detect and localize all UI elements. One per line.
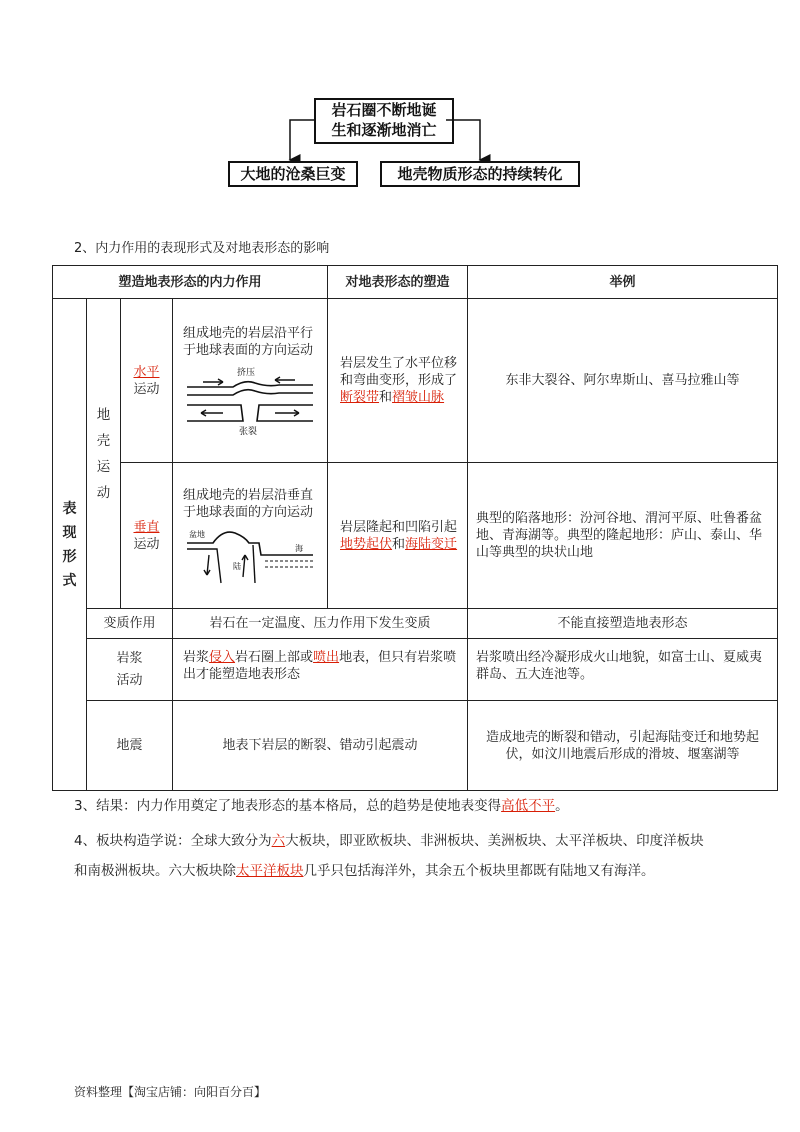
- horizontal-desc-cell: [173, 299, 328, 463]
- metamorphism-example: 不能直接塑造地表形态: [468, 609, 778, 639]
- fig-squeeze-label: 挤压: [237, 368, 256, 378]
- header-effect: 对地表形态的塑造: [328, 266, 468, 299]
- crust-movement-label: 地 壳 运 动: [87, 299, 121, 609]
- vertical-desc-cell: [173, 463, 328, 609]
- diagram-arrow-left: [290, 120, 316, 160]
- earthquake-effect: 地表下岩层的断裂、错动引起震动: [173, 701, 468, 791]
- vertical-example: 典型的陷落地形：汾河谷地、渭河平原、吐鲁番盆地、青海湖等。典型的隆起地形：庐山、泰山、华山等典型的块状山地: [468, 463, 778, 609]
- vertical-desc: 组成地壳的岩层沿垂直于地球表面的方向运动: [183, 488, 314, 520]
- horizontal-example: 东非大裂谷、阿尔卑斯山、喜马拉雅山等: [468, 299, 778, 463]
- magma-effect: 岩浆侵入岩石圈上部或喷出地表，但只有岩浆喷出才能塑造地表形态: [173, 639, 468, 701]
- diagram-top-line2: 生和逐渐地消亡: [331, 121, 437, 139]
- fig-land-label: 陆: [233, 562, 241, 571]
- metamorphism-label: 变质作用: [87, 609, 173, 639]
- diagram-top-line1: 岩石圈不断地诞: [331, 101, 437, 119]
- horizontal-movement-figure: [183, 365, 318, 437]
- horizontal-desc: 组成地壳的岩层沿平行于地球表面的方向运动: [183, 326, 314, 358]
- vertical-movement-label: 垂直 运动: [121, 463, 173, 609]
- plate-line1: 4、板块构造学说：全球大致分为六大板块，即亚欧板块、非洲板块、美洲板块、太平洋板块、印度洋板块: [74, 833, 704, 849]
- magma-example: 岩浆喷出经冷凝形成火山地貌，如富士山、夏威夷群岛、五大连池等。: [468, 639, 778, 701]
- magma-label: 岩浆 活动: [87, 639, 173, 701]
- earthquake-example: 造成地壳的断裂和错动，引起海陆变迁和地势起伏，如汶川地震后形成的滑坡、堰塞湖等: [468, 701, 778, 791]
- fig-rift-label: 张裂: [239, 427, 258, 437]
- footer-source: 资料整理【淘宝店铺：向阳百分百】: [74, 1085, 267, 1099]
- diagram-right-text: 地壳物质形态的持续转化: [397, 165, 563, 183]
- horizontal-effect: 岩层发生了水平位移和弯曲变形，形成了断裂带和褶皱山脉: [328, 299, 468, 463]
- horizontal-movement-label: 水平 运动: [121, 299, 173, 463]
- header-example: 举例: [468, 266, 778, 299]
- diagram-left-box: [228, 161, 358, 187]
- header-inner-force: 塑造地表形态的内力作用: [53, 266, 328, 299]
- inner-force-table: [52, 265, 778, 791]
- plate-paragraph: [74, 826, 744, 886]
- diagram-right-box: [380, 161, 580, 187]
- vertical-movement-figure: [183, 525, 318, 587]
- diagram-left-text: 大地的沧桑巨变: [240, 165, 346, 183]
- result-paragraph: 3、结果：内力作用奠定了地表形态的基本格局，总的趋势是使地表变得高低不平。: [74, 798, 569, 814]
- section2-title: 2、内力作用的表现形式及对地表形态的影响: [74, 241, 330, 256]
- vertical-effect: 岩层隆起和凹陷引起地势起伏和海陆变迁: [328, 463, 468, 609]
- diagram-arrow-right: [446, 120, 480, 160]
- fig-basin-label: 盆地: [189, 530, 205, 539]
- earthquake-label: 地震: [87, 701, 173, 791]
- fig-sea-label: 海: [295, 544, 303, 553]
- side-label-form: 表 现 形 式: [53, 299, 87, 791]
- metamorphism-effect: 岩石在一定温度、压力作用下发生变质: [173, 609, 468, 639]
- plate-line2: 和南极洲板块。六大板块除太平洋板块几乎只包括海洋外，其余五个板块里都既有陆地又有海洋。: [74, 863, 655, 879]
